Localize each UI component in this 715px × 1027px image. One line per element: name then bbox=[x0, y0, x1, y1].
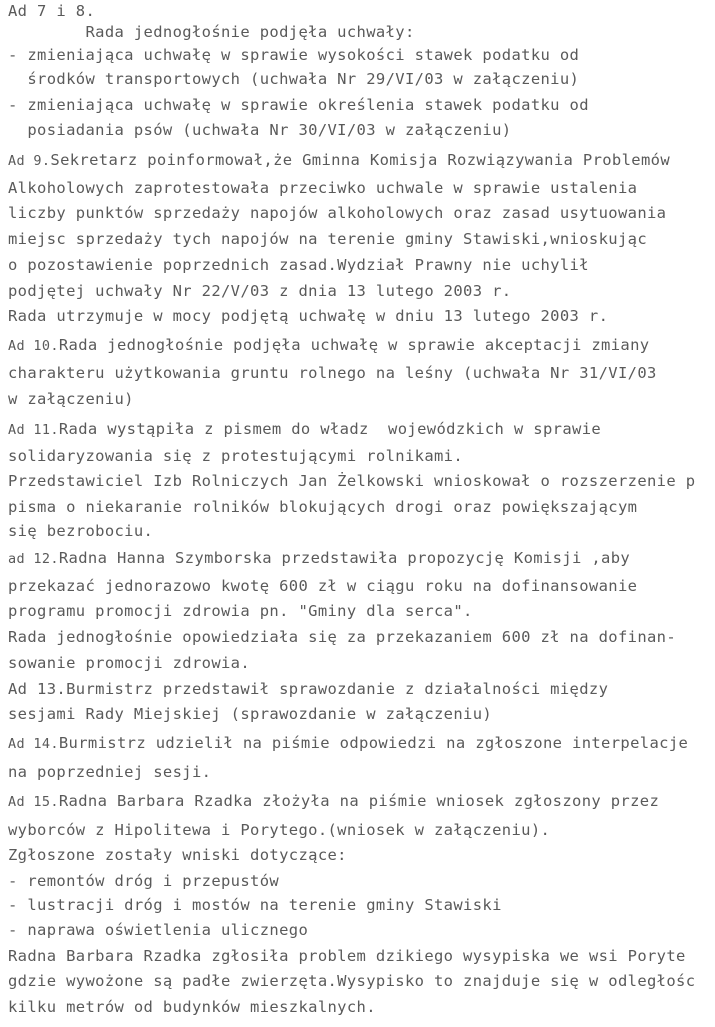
text-line: Sekretarz poinformował,że Gminna Komisja Rozwiązywania Problemów bbox=[50, 151, 671, 169]
text-line: o pozostawienie poprzednich zasad.Wydział Prawny nie uchylił bbox=[8, 256, 589, 274]
text-line: sesjami Rady Miejskiej (sprawozdanie w załączeniu) bbox=[8, 705, 493, 723]
text-line: Alkoholowych zaprotestowała przeciwko uchwale w sprawie ustalenia bbox=[8, 179, 638, 197]
text-line: środków transportowych (uchwała Nr 29/VI/03 w załączeniu) bbox=[8, 70, 580, 88]
paragraph-ad-14-first-line bbox=[8, 734, 688, 754]
text-line: Radna Hanna Szymborska przedstawiła propozycję Komisji ,aby bbox=[58, 549, 631, 567]
paragraph-ad-13: Ad 13.Burmistrz przedstawił sprawozdanie z działalności między bbox=[8, 680, 609, 698]
paragraph-ad-15-first-line bbox=[8, 792, 659, 812]
label-ad-12: ad 12. bbox=[8, 551, 59, 567]
text-line: Przedstawiciel Izb Rolniczych Jan Żelkowski wnioskował o rozszerzenie p bbox=[8, 472, 696, 490]
text-line: solidaryzowania się z protestującymi rolnikami. bbox=[8, 447, 464, 465]
text-line: pisma o niekaranie rolników blokujących drogi oraz powiększającym bbox=[8, 498, 638, 516]
text-line: Radna Barbara Rzadka zgłosiła problem dzikiego wysypiska we wsi Poryte bbox=[8, 947, 686, 965]
text-line: Rada jednogłośnie podjęła uchwałę w sprawie akceptacji zmiany bbox=[58, 336, 650, 354]
label-ad-14: Ad 14. bbox=[8, 736, 59, 752]
paragraph-ad-9-first-line bbox=[8, 151, 670, 171]
list-item: - naprawa oświetlenia ulicznego bbox=[8, 921, 309, 939]
text-line: liczby punktów sprzedaży napojów alkoholowych oraz zasad usytuowania bbox=[8, 204, 667, 222]
text-line: Rada utrzymuje w mocy podjętą uchwałę w dniu 13 lutego 2003 r. bbox=[8, 307, 609, 325]
list-item: - zmieniająca uchwałę w sprawie wysokości stawek podatku od bbox=[8, 46, 580, 64]
text-line: Burmistrz udzielił na piśmie odpowiedzi na zgłoszone interpelacje bbox=[58, 734, 689, 752]
text-line: gdzie wywożone są padłe zwierzęta.Wysypisko to znajduje się w odległośc bbox=[8, 972, 696, 990]
text-line: programu promocji zdrowia pn. "Gminy dla serca". bbox=[8, 602, 473, 620]
text-line: posiadania psów (uchwała Nr 30/VI/03 w załączeniu) bbox=[8, 121, 512, 139]
text-line: sowanie promocji zdrowia. bbox=[8, 654, 251, 672]
heading-ad-7-8: Ad 7 i 8. bbox=[8, 2, 96, 20]
text-line: przekazać jednorazowo kwotę 600 zł w ciągu roku na dofinansowanie bbox=[8, 577, 638, 595]
text-line: w załączeniu) bbox=[8, 390, 134, 408]
list-item: - remontów dróg i przepustów bbox=[8, 872, 280, 890]
paragraph-ad-10-first-line bbox=[8, 336, 649, 356]
text-line: kilku metrów od budynków mieszkalnych. bbox=[8, 998, 376, 1016]
text-line: Zgłoszone zostały wniski dotyczące: bbox=[8, 846, 347, 864]
text-line: charakteru użytkowania gruntu rolnego na leśny (uchwała Nr 31/VI/03 bbox=[8, 364, 657, 382]
label-ad-11: Ad 11. bbox=[8, 422, 59, 438]
text-line: miejsc sprzedaży tych napojów na terenie gminy Stawiski,wnioskując bbox=[8, 230, 647, 248]
text-line: na poprzedniej sesji. bbox=[8, 763, 212, 781]
text-line: Radna Barbara Rzadka złożyła na piśmie wniosek zgłoszony przez bbox=[58, 792, 660, 810]
label-ad-15: Ad 15. bbox=[8, 794, 59, 810]
text-line: się bezrobociu. bbox=[8, 522, 154, 540]
text-line: Rada wystąpiła z pismem do władz wojewódzkich w sprawie bbox=[58, 420, 602, 438]
paragraph-ad-12-first-line bbox=[8, 549, 630, 569]
text-line: Rada jednogłośnie podjęła uchwały: bbox=[8, 23, 415, 41]
list-item: - zmieniająca uchwałę w sprawie określenia stawek podatku od bbox=[8, 96, 589, 114]
text-line: Rada jednogłośnie opowiedziała się za przekazaniem 600 zł na dofinan- bbox=[8, 628, 677, 646]
label-ad-9: Ad 9. bbox=[8, 153, 51, 169]
paragraph-ad-11-first-line bbox=[8, 420, 601, 440]
text-line: podjętej uchwały Nr 22/V/03 z dnia 13 lutego 2003 r. bbox=[8, 282, 512, 300]
list-item: - lustracji dróg i mostów na terenie gminy Stawiski bbox=[8, 896, 502, 914]
text-line: wyborców z Hipolitewa i Porytego.(wniosek w załączeniu). bbox=[8, 821, 551, 839]
label-ad-10: Ad 10. bbox=[8, 338, 59, 354]
